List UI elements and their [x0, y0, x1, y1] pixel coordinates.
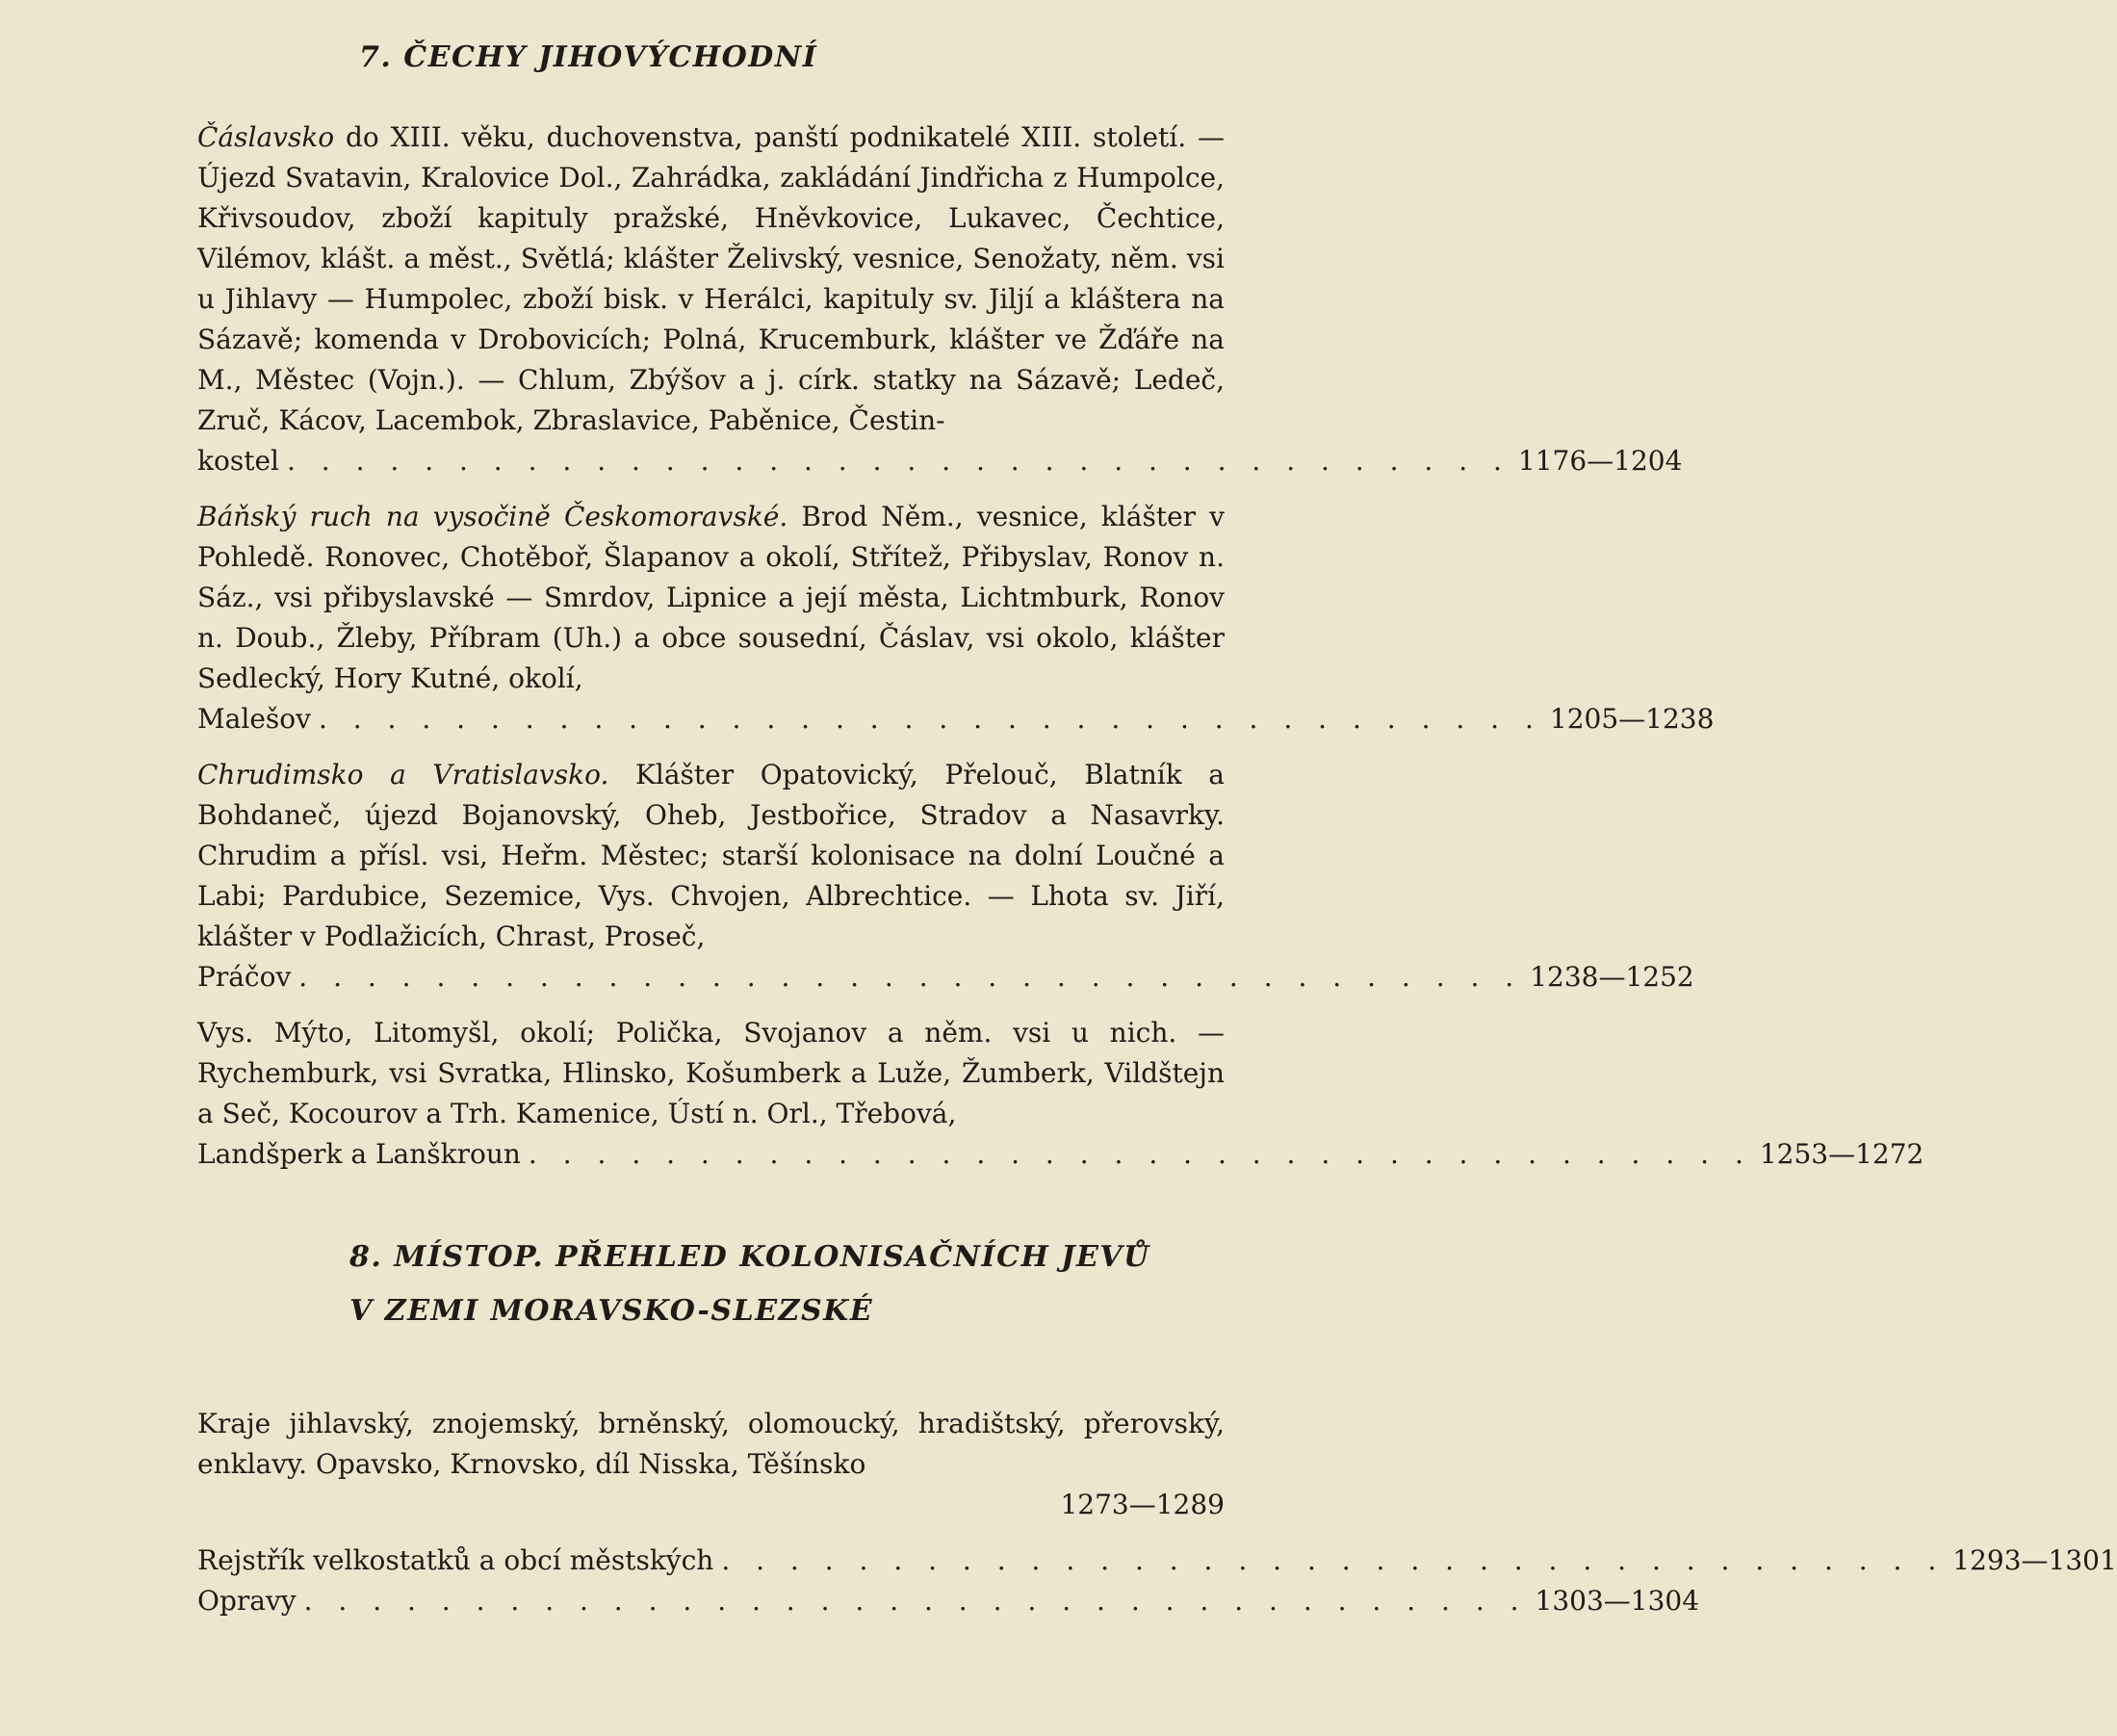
toc-entry-leader	[197, 699, 1715, 739]
toc-entry-leader	[197, 1581, 1700, 1621]
toc-entry-vys-myto	[197, 1013, 1924, 1175]
toc-entry-label: Báňský ruch na vysočině Českomoravské.	[197, 501, 788, 532]
section-heading-8	[197, 1231, 1225, 1338]
toc-entry-last-word: Landšperk a Lanškroun	[197, 1138, 521, 1170]
toc-entry-leader	[197, 1134, 1924, 1175]
dot-leader: . . . . . . . . . . . . . . . . . . . . . . . . . . . . . . . . . . . .	[286, 445, 1510, 477]
toc-entry-corrections	[197, 1581, 1700, 1621]
section-heading-7: 7. ČECHY JIHOVÝCHODNÍ	[359, 40, 818, 74]
page-range: 1273—1289	[1060, 1489, 1225, 1520]
toc-entry-body: do XIII. věku, duchovenstva, panští podnikatelé XIII. století. — Újezd Svatavin, Kralovice Dol., Zahrádka, zakládání Jindřicha z Humpolce, Křivsoudov, zboží kapituly pražské, Hněvkovice, Lukavec, Čechtice, Vilémov, klášt. a měst., Světlá; klášter Želivský, vesnice, Senožaty, něm. vsi u Jihlavy — Humpolec, zboží bisk. v Herálci, kapituly sv. Jiljí a kláštera na Sázavě; komenda v Drobovicích; Polná, Krucemburk, klášter ve Žďáře na M., Městec (Vojn.). — Chlum, Zbýšov a j. círk. statky na Sázavě; Ledeč, Zruč, Kácov, Lacembok, Zbraslavice, Paběnice, Čestin-	[197, 121, 1225, 436]
page-range: 1176—1204	[1517, 445, 1683, 477]
toc-entry-body: Klášter Opatovický, Přelouč, Blatník a Bohdaneč, újezd Bojanovský, Oheb, Jestbořice, Stradov a Nasavrky. Chrudim a přísl. vsi, Heřm. Městec; starší kolonisace na dolní Loučné a Labi; Pardubice, Sezemice, Vys. Chvojen, Albrechtice. — Lhota sv. Jiří, klášter v Podlažicích, Chrast, Proseč,	[197, 759, 1225, 952]
toc-entry-last-word: Malešov	[197, 703, 311, 735]
toc-entry-last-word: kostel	[197, 445, 279, 477]
toc-entry-last-word: Práčov	[197, 961, 292, 993]
toc-entry-leader	[197, 441, 1683, 481]
page-range: 1238—1252	[1530, 961, 1694, 993]
toc-entry-body: Vys. Mýto, Litomyšl, okolí; Polička, Svojanov a něm. vsi u nich. — Rychemburk, vsi Svratka, Hlinsko, Košumberk a Luže, Žumberk, Vildštejn a Seč, Kocourov a Trh. Kamenice, Ústí n. Orl., Třebová,	[197, 1017, 1225, 1129]
toc-entry-leader	[197, 957, 1694, 998]
section-heading-line-1: 8. MÍSTOP. PŘEHLED KOLONISAČNÍCH JEVŮ	[349, 1240, 1150, 1274]
toc-entry-body: Brod Něm., vesnice, klášter v Pohledě. Ronovec, Chotěboř, Šlapanov a okolí, Střítež, Přibyslav, Ronov n. Sáz., vsi přibyslavské — Smrdov, Lipnice a její města, Lichtmburk, Ronov n. Doub., Žleby, Příbram (Uh.) a obce sousední, Čáslav, vsi okolo, klášter Sedlecký, Hory Kutné, okolí,	[197, 501, 1226, 694]
toc-entry-body: Kraje jihlavský, znojemský, brněnský, olomoucký, hradištský, přerovský, enklavy. Opavsko, Krnovsko, díl Nisska, Těšínsko	[197, 1408, 1225, 1480]
toc-entry-leader	[197, 1541, 2117, 1581]
toc-entry-index	[197, 1541, 2117, 1581]
toc-entry-text	[197, 755, 1225, 957]
page-range: 1293—1301	[1952, 1544, 2117, 1576]
page-range: 1253—1272	[1759, 1138, 1924, 1170]
toc-entry-text	[197, 117, 1225, 441]
dot-leader: . . . . . . . . . . . . . . . . . . . . . . . . . . . . . . . . . . . .	[721, 1544, 1946, 1576]
toc-entry-label: Čáslavsko	[197, 121, 335, 153]
dot-leader: . . . . . . . . . . . . . . . . . . . . . . . . . . . . . . . . . . . .	[303, 1585, 1528, 1617]
dot-leader: . . . . . . . . . . . . . . . . . . . . . . . . . . . . . . . . . . . .	[528, 1138, 1752, 1170]
dot-leader: . . . . . . . . . . . . . . . . . . . . . . . . . . . . . . . . . . . .	[318, 703, 1542, 735]
toc-entry-caslavsko	[197, 117, 1683, 481]
toc-entry-moravian-regions	[197, 1404, 1225, 1525]
toc-entry-label: Chrudimsko a Vratislavsko.	[197, 759, 609, 790]
toc-entry-label: Rejstřík velkostatků a obcí městských	[197, 1544, 714, 1576]
toc-entry-text	[197, 497, 1225, 699]
toc-entry-label: Opravy	[197, 1585, 297, 1617]
section-heading-line-2: V ZEMI MORAVSKO-SLEZSKÉ	[349, 1294, 874, 1328]
toc-entry-text	[197, 1013, 1225, 1134]
toc-entry-bansky-ruch	[197, 497, 1715, 739]
page-range: 1303—1304	[1535, 1585, 1700, 1617]
page-range: 1205—1238	[1549, 703, 1715, 735]
dot-leader: . . . . . . . . . . . . . . . . . . . . . . . . . . . . . . . . . . . .	[298, 961, 1523, 993]
toc-entry-chrudimsko	[197, 755, 1694, 998]
